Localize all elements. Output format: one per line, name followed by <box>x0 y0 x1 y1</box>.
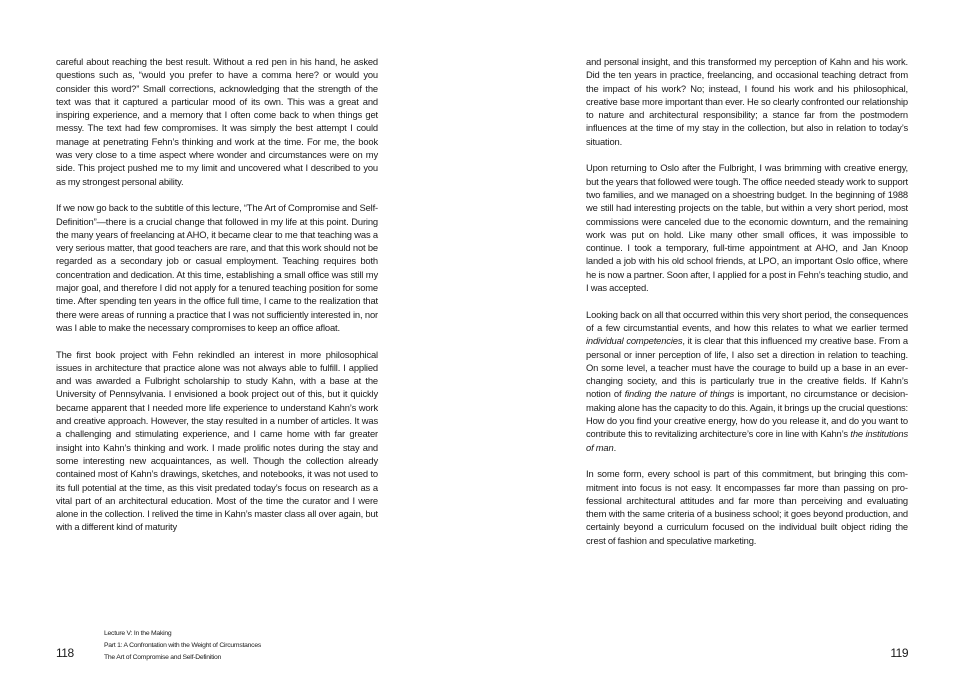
italic-term: individual competencies <box>586 335 683 347</box>
footer-section-title: The Art of Compromise and Self-Definition <box>104 654 222 661</box>
footer-part-title: Part 1: A Confrontation with the Weight of Circumstances <box>104 642 262 649</box>
paragraph <box>586 161 908 294</box>
paragraph-text: , it is clear that this influenced my creative base. From a personal or inner perception of life, I also set a direction in relation to teaching. On some level, a teacher must have the courage to build up a base in an ever-changing society, and this is particularly true in the creative fields. If Kahn’s notion of <box>586 335 908 400</box>
paragraph <box>56 55 378 188</box>
paragraph <box>586 55 908 148</box>
running-footer <box>104 628 261 664</box>
right-page <box>482 0 964 681</box>
right-text-column <box>586 55 908 547</box>
paragraph-text: and personal insight, and this transformed my perception of Kahn and his work. Did the ten years in practice, freelancing, and occasional teaching detract from the impact of his work? No; instead, I found his work and his philosophical, creative base more important than ever. He so clearly confronted our relationship to nature and architectural responsibility; a stance far from the postmodern influences at the time of my stay in the collection, but also in relation to today’s situation. <box>586 56 908 147</box>
paragraph-text: In some form, every school is part of this commitment, but bringing this commitment into focus is not easy. It encompasses far more than passing on professional architectural attitudes and far more than perceiving and evaluating them with the same criteria of a business school; it goes beyond production, and certainly beyond a curriculum focused on the individual built object riding the crest of fashion and speculative marketing. <box>586 468 908 546</box>
paragraph <box>56 348 378 534</box>
italic-term: the institutions of man <box>586 428 908 453</box>
paragraph-text: is important, no circumstance or decision-making alone has the capacity to do this. Again, it brings up the crucial questions: How do you find your creative energy, how do you release it, and do you want to contribute this to revitalizing architecture’s core in line with Kahn’s <box>586 388 909 440</box>
paragraph <box>586 308 908 454</box>
page-number: 118 <box>56 646 74 660</box>
paragraph-text: The first book project with Fehn rekindled an interest in more philosophical issues in architecture that practice alone was not always able to fulfill. I applied and was awarded a Fulbright scholarship to study Kahn, with a base at the University of Pennsylvania. I envisioned a book project out of this, but it quickly became apparent that I needed more life experience to understand Kahn’s work and creative approach. However, the stay resulted in a number of articles. It was a challenging and stimulating experience, and I came home with far greater insight into Kahn’s thinking and work. I made prolific notes during the stay and some interesting new acquaintances, as well. Though the collection already contained most of Kahn’s drawings, sketches, and notebooks, it was not used to its full potential at the time, as this visit predated today’s focus on research as a vital part of an architectural education. Most of the time the curator and I were alone in the collection. I relived the time in Kahn’s master class all over again, but with a different kind of maturity <box>56 348 378 533</box>
paragraph <box>56 201 378 334</box>
paragraph-text: . <box>613 441 617 453</box>
italic-term: finding the nature of things <box>624 388 735 400</box>
paragraph-text: Upon returning to Oslo after the Fulbright, I was brimming with creative energy, but the years that followed were tough. The office needed steady work to support two families, and we managed on a shoestring budget. In the beginning of 1988 we still had interesting projects on the table, but within a very short period, most commissions were canceled due to the economic downturn, and the remaining work was put on hold. Like many other small offices, it was impossible to continue. I took a temporary, full-time appointment at AHO, and Jan Knoop landed a job with his old school friends, at LPO, an important Oslo office, where he is now a partner. Soon after, I applied for a post in Fehn’s teaching studio, and I was accepted. <box>586 162 908 294</box>
paragraph-text: If we now go back to the subtitle of this lecture, “The Art of Compromise and Self-Definition”—there is a crucial change that followed in my life at this point. During the many years of freelancing at AHO, it became clear to me that teaching was a very serious matter, that good teachers are rare, and that this work should not be regarded as a secondary job or casual employment. Teaching requires both concentration and dedication. At this time, establishing a small office was still my major goal, and therefore I did not apply for a tenured teaching position for some time. After spending ten years in the office full time, I came to the realization that there were areas of running a practice that I was not sufficiently interested in, nor was I able to make the necessary compromises to keep an office afloat. <box>56 202 378 333</box>
paragraph-text: Looking back on all that occurred within this very short period, the consequences of a few circumstantial events, and how this relates to what we earlier termed <box>586 308 908 333</box>
left-text-column <box>56 55 378 534</box>
page-number: 119 <box>890 646 908 660</box>
paragraph <box>586 467 908 547</box>
footer-lecture-title: Lecture V: In the Making <box>104 630 172 637</box>
paragraph-text: careful about reaching the best result. Without a red pen in his hand, he asked questions such as, “would you prefer to have a comma here? or would you consider this word?” Small corrections, acknowledging that the strength of the text was that it captured a particular mood of its own. This was a great and inspiring experience, and a memory that I often come back to when things get messy. The text had few compromises. It was simply the best attempt I could manage at penetrating Fehn’s thinking and work at the time. For me, the book was very close to a time aspect where wonder and circumstances were on my side. This project pushed me to my limit and uncovered what I described to you as my strongest personal ability. <box>56 56 378 187</box>
